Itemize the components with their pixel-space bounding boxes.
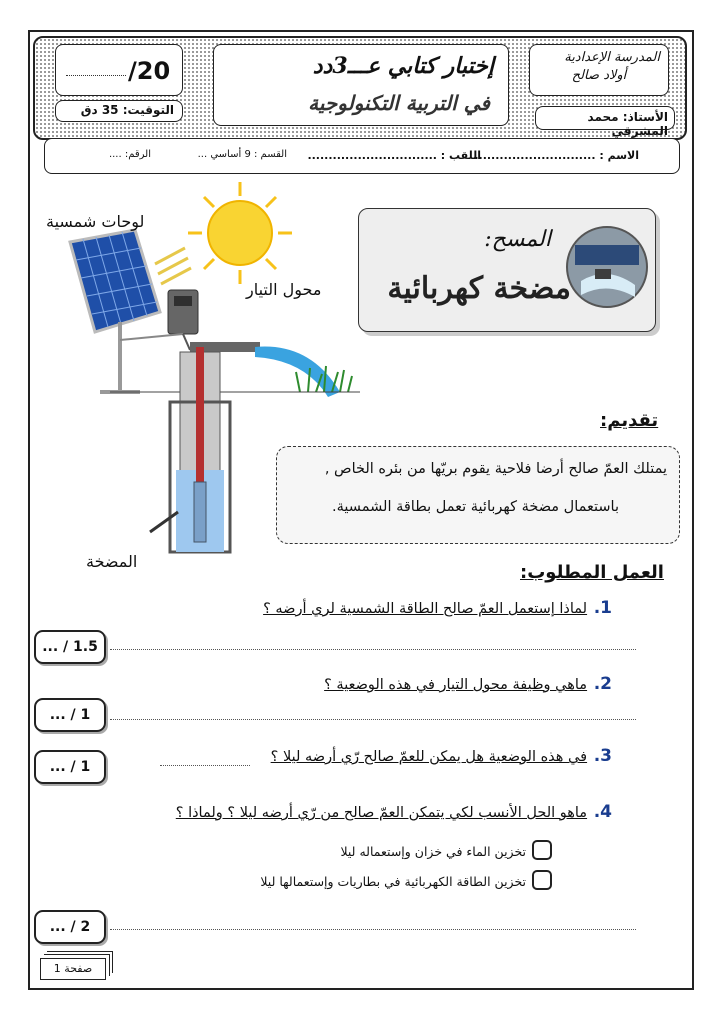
solar-panels-label: لوحات شمسية (46, 212, 145, 231)
question-2 (324, 674, 612, 694)
score-box-q2: ... / 1 (34, 698, 106, 732)
option-2-checkbox[interactable] (532, 870, 552, 890)
timing-label: التوقيت: 35 دق (55, 100, 183, 122)
score-box-q4: ... / 2 (34, 910, 106, 944)
school-name: المدرسة الإعدادية (564, 50, 660, 65)
converter-icon (168, 290, 198, 334)
sun-icon (188, 182, 292, 284)
score-total: /20 (128, 57, 171, 85)
score-box-q1: ... / 1.5 (34, 630, 106, 664)
school-location: أولاد صالح (571, 68, 627, 83)
exam-title: إختبار كتابي عـــ3دد (312, 53, 494, 79)
solar-panel-icon (70, 230, 160, 392)
surname-field[interactable]: اللقب : ............................... (307, 149, 481, 162)
answer-line[interactable] (110, 648, 636, 650)
question-1 (263, 598, 612, 618)
page-number: صفحة 1 (40, 958, 106, 980)
intro-line-1: يمتلك العمّ صالح أرضا فلاحية يقوم بريّها من بئره الخاص , (324, 461, 667, 477)
number-field[interactable]: الرقم: .... (108, 149, 151, 160)
teacher-label: الأستاذ: محمد المشرقي (535, 106, 675, 130)
intro-line-2: باستعمال مضخة كهربائية تعمل بطاقة الشمسية. (332, 499, 619, 515)
pump-photo-icon (565, 225, 649, 309)
pump-label: المضخة (86, 552, 138, 571)
question-number: 2. (593, 674, 612, 694)
question-4 (176, 802, 612, 822)
question-text: ماهو الحل الأنسب لكي يتمكن العمّ صالح من رّي أرضه ليلا ؟ ولماذا ؟ (175, 805, 588, 821)
water-stream (255, 347, 340, 397)
topic-title: مضخة كهربائية (387, 271, 571, 306)
answer-line[interactable] (110, 718, 636, 720)
name-field[interactable]: الاسم : ............................. (474, 149, 639, 162)
question-text: ماهي وظيفة محول التيار في هذه الوضعية ؟ (324, 677, 588, 693)
title-box (213, 44, 509, 126)
topic-card (358, 208, 656, 332)
class-field[interactable]: القسم : 9 أساسي ... (197, 149, 287, 160)
question-text: في هذه الوضعية هل يمكن للعمّ صالح رّي أرضه ليلا ؟ (270, 749, 588, 765)
converter-label: محول التيار (246, 280, 322, 299)
header-band (33, 36, 687, 140)
score-box (55, 44, 183, 96)
answer-line[interactable] (110, 928, 636, 930)
student-info-bar (44, 138, 680, 174)
option-1-label: تخزين الماء في خزان وإستعماله ليلا (340, 844, 526, 859)
question-number: 1. (593, 598, 612, 618)
question-number: 4. (593, 802, 612, 822)
topic-label: المسح: (484, 227, 551, 252)
exam-subject: في التربية التكنولوجية (308, 91, 490, 115)
intro-heading: تقديم: (600, 410, 659, 431)
answer-line[interactable] (160, 764, 250, 766)
well-pipe (170, 347, 230, 552)
score-dots (66, 75, 126, 76)
question-number: 3. (593, 746, 612, 766)
question-3 (271, 746, 612, 766)
work-heading: العمل المطلوب: (520, 562, 664, 583)
intro-box (276, 446, 680, 544)
option-1-checkbox[interactable] (532, 840, 552, 860)
option-2-label: تخزين الطاقة الكهربائية في بطاريات وإستعمالها ليلا (260, 874, 526, 889)
school-box (529, 44, 669, 96)
question-text: لماذا إستعمل العمّ صالح الطاقة الشمسية لري أرضه ؟ (263, 601, 588, 617)
score-box-q3: ... / 1 (34, 750, 106, 784)
